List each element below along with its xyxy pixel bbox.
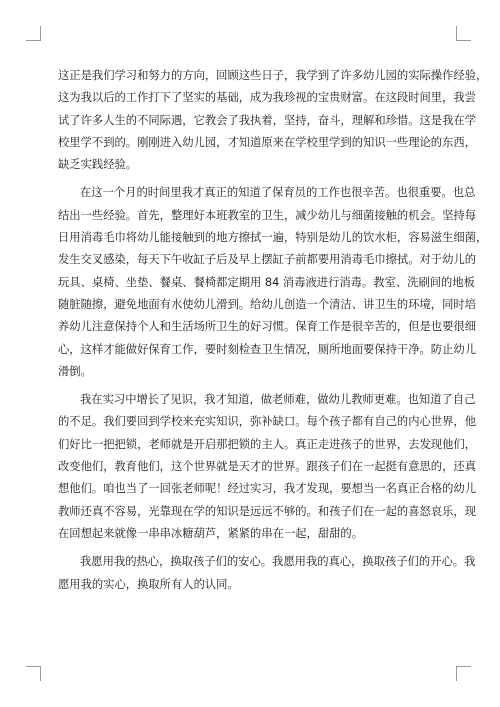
crop-mark-bottom-left (26, 666, 41, 681)
text-line: 我愿用我的热心，换取孩子们的安心。我愿用我的真心，换取孩子们的开心。我 (80, 555, 476, 569)
text-line: 校里学不到的。刚刚进入幼儿园，才知道原来在学校里学到的知识一些理论的东西， (58, 135, 476, 149)
paragraph (58, 65, 488, 176)
text-line: 我在实习中增长了见识，我才知道，做老师难，做幼儿教师更难。也知道了自己 (80, 393, 476, 407)
text-line: 教师还真不容易，光靠现在学的知识是远远不够的。和孩子们在一起的喜怒哀乐，现 (58, 504, 476, 518)
text-line: 这为我以后的工作打下了坚实的基础，成为我珍视的宝贵财富。在这段时间里，我尝 (58, 91, 476, 105)
text-line: 滑倒。 (58, 364, 92, 378)
text-line: 们好比一把把锁，老师就是开启那把锁的主人。真正走进孩子的世界，去发现他们， (58, 437, 476, 451)
text-line: 改变他们，教育他们，这个世界就是天才的世界。跟孩子们在一起挺有意思的，还真 (58, 460, 476, 474)
text-line: 心，这样才能做好保育工作，要时刻检查卫生情况，厕所地面要保持干净。防止幼儿 (58, 342, 476, 356)
text-line: 日用消毒毛巾将幼儿能接触到的地方擦拭一遍，特别是幼儿的饮水柜，容易滋生细菌， (58, 231, 488, 245)
paragraph (58, 182, 488, 383)
crop-mark-top-right (456, 26, 471, 41)
text-line: 这正是我们学习和努力的方向，回顾这些日子，我学到了许多幼儿园的实际操作经验， (58, 69, 488, 82)
text-line: 试了许多人生的不同际遇，它教会了我执着，坚持，奋斗，理解和珍惜。这是我在学 (58, 113, 476, 127)
paragraph (58, 551, 476, 596)
text-line: 的不足。我们要回到学校来充实知识，弥补缺口。每个孩子都有自己的内心世界，他 (58, 415, 476, 429)
text-line: 发生交叉感染，每天下午收缸子后及早上摆缸子前都要用消毒毛巾擦拭。对于幼儿的 (58, 253, 476, 267)
text-line: 在这一个月的时间里我才真正的知道了保育员的工作也很辛苦。也很重要。也总 (80, 186, 476, 200)
document-body (58, 65, 488, 602)
text-line: 缺乏实践经验。 (58, 158, 138, 172)
text-line: 玩具、桌椅、坐垫、餐桌、餐椅都定期用 84 消毒液进行消毒。教室、洗刷间的地板 (58, 275, 475, 289)
crop-mark-top-left (26, 26, 41, 41)
text-line: 养幼儿注意保持个人和生活场所卫生的好习惯。保育工作是很辛苦的，但是也要很细 (58, 320, 476, 334)
text-line: 结出一些经验。首先，整理好本班教室的卫生，减少幼儿与细菌接触的机会。坚持每 (58, 208, 476, 222)
text-line: 想他们。咱也当了一回张老师呢！经过实习，我才发现，要想当一名真正合格的幼儿 (58, 482, 476, 496)
crop-mark-bottom-right (456, 666, 471, 681)
paragraph (58, 389, 476, 545)
text-line: 愿用我的实心，换取所有人的认同。 (58, 577, 239, 591)
text-line: 在回想起来就像一串串冰糖葫芦，紧紧的串在一起，甜甜的。 (58, 526, 364, 540)
text-line: 随脏随擦，避免地面有水使幼儿滑到。给幼儿创造一个清洁、讲卫生的环境，同时培 (58, 297, 476, 311)
